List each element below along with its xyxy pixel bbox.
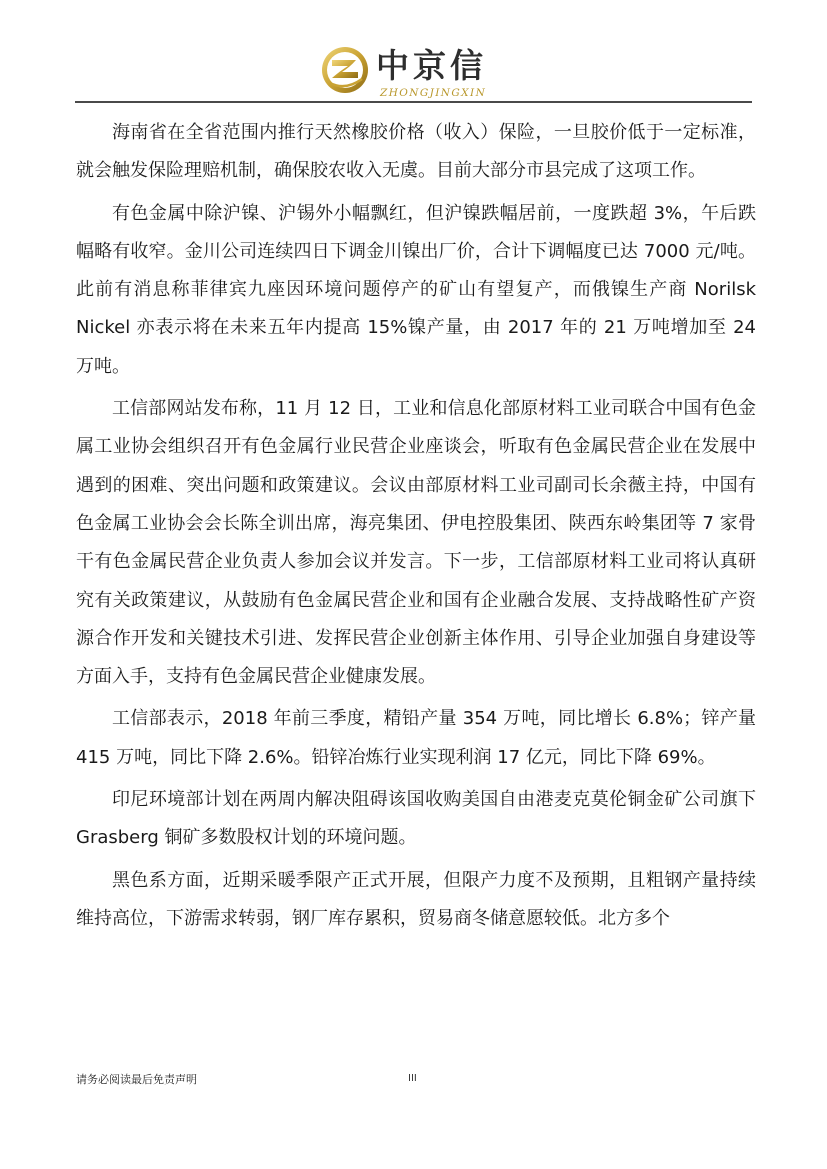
golden-z-emblem-icon xyxy=(320,45,370,95)
paragraph-grasberg-copper: 印尼环境部计划在两周内解决阻碍该国收购美国自由港麦克莫伦铜金矿公司旗下 Grasberg 铜矿多数股权计划的环境问题。 xyxy=(76,789,756,849)
report-body xyxy=(76,114,756,942)
paragraph-lead-zinc-output: 工信部表示，2018 年前三季度，精铅产量 354 万吨，同比增长 6.8%；锌产量 415 万吨，同比下降 2.6%。铅锌冶炼行业实现利润 17 亿元，同比下降 69%。 xyxy=(76,708,756,768)
paragraph-nonferrous-nickel: 有色金属中除沪镍、沪锡外小幅飘红，但沪镍跌幅居前，一度跌超 3%，午后跌幅略有收窄。金川公司连续四日下调金川镍出厂价，合计下调幅度已达 7000 元/吨。此前有消息称菲律宾九座因环境问题停产的矿山有望复产，而俄镍生产商 Norilsk Nickel 亦表示将在未来五年内提高 15%镍产量，由 2017 年的 21 万吨增加至 24 万吨。 xyxy=(76,202,756,377)
paragraph-rubber-insurance: 海南省在全省范围内推行天然橡胶价格（收入）保险，一旦胶价低于一定标准，就会触发保险理赔机制，确保胶农收入无虞。目前大部分市县完成了这项工作。 xyxy=(76,122,756,182)
brand-name-chinese: 中京信 xyxy=(376,46,487,85)
page-number: III xyxy=(408,1073,417,1084)
page-header xyxy=(0,0,827,105)
brand-name-pinyin: ZHONGJINGXIN xyxy=(380,87,487,99)
header-divider xyxy=(75,101,752,103)
disclaimer-note: 请务必阅读最后免责声明 xyxy=(76,1073,197,1086)
paragraph-ferrous-series: 黑色系方面，近期采暖季限产正式开展，但限产力度不及预期，且粗钢产量持续维持高位，下游需求转弱，钢厂库存累积，贸易商冬储意愿较低。北方多个 xyxy=(76,869,756,929)
paragraph-miit-symposium: 工信部网站发布称，11 月 12 日，工业和信息化部原材料工业司联合中国有色金属工业协会组织召开有色金属行业民营企业座谈会，听取有色金属民营企业在发展中遇到的困难、突出问题和政策建议。会议由部原材料工业司副司长余薇主持，中国有色金属工业协会会长陈全训出席，海亮集团、伊电控股集团、陕西东岭集团等 7 家骨干有色金属民营企业负责人参加会议并发言。下一步，工信部原材料工业司将认真研究有关政策建议，从鼓励有色金属民营企业和国有企业融合发展、支持战略性矿产资源合作开发和关键技术引进、发挥民营企业创新主体作用、引导企业加强自身建设等方面入手，支持有色金属民营企业健康发展。 xyxy=(76,398,756,688)
